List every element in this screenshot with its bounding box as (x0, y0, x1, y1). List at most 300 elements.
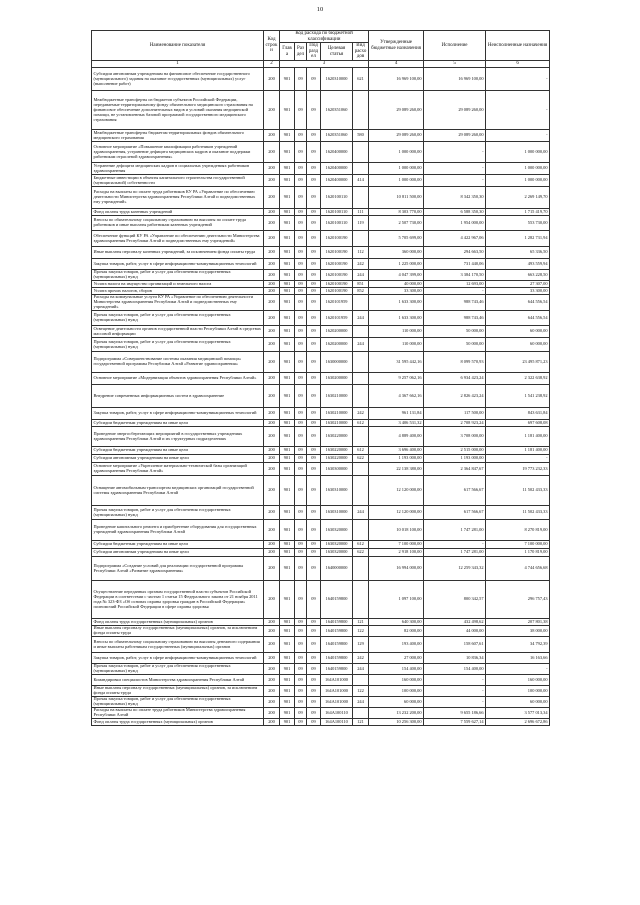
row-unexecuted: 1 181 400,00 (486, 447, 550, 455)
row-razdel: 09 (295, 352, 307, 373)
row-glava: 901 (280, 231, 295, 247)
row-name: Субсидии автономным учреждениям на финансовое обеспечение государственного (муниципального) задания на оказание государственных (муниципальных) услуг (выполнение работ) (92, 68, 264, 91)
row-podrazdel: 09 (307, 719, 321, 726)
row-razdel: 09 (295, 719, 307, 726)
table-row (92, 130, 550, 142)
row-target: 1630000000 (321, 352, 353, 373)
row-podrazdel: 09 (307, 175, 321, 187)
table-row (92, 420, 550, 427)
row-target: 1620351060 (321, 130, 353, 142)
row-name: Иные выплаты персоналу государственных (муниципальных) органов, за исключением фонда оплаты труда (92, 626, 264, 637)
row-target: 1630300000 (321, 463, 353, 476)
table-row (92, 216, 550, 231)
row-kind: 244 (353, 338, 369, 352)
table-row (92, 231, 550, 247)
row-podrazdel: 09 (307, 420, 321, 427)
row-unexecuted: 60 000,00 (486, 326, 550, 338)
row-name: Уплата прочих налогов, сборов (92, 288, 264, 295)
row-approved: 4 047 399,00 (369, 270, 424, 281)
table-row (92, 520, 550, 541)
row-unexecuted: 644 556,54 (486, 311, 550, 326)
table-row (92, 385, 550, 408)
row-razdel: 09 (295, 653, 307, 664)
row-name: Иные выплаты персоналу государственных (муниципальных) органов, за исключением фонда оплаты труда (92, 686, 264, 697)
row-executed: 8 099 570,93 (424, 352, 486, 373)
row-target: 1640159800 (321, 637, 353, 653)
row-kind: 121 (353, 719, 369, 726)
row-podrazdel: 09 (307, 216, 321, 231)
row-razdel: 09 (295, 338, 307, 352)
row-glava: 901 (280, 581, 295, 619)
row-glava: 901 (280, 142, 295, 163)
row-kind (353, 520, 369, 541)
row-kind (353, 187, 369, 209)
row-razdel: 09 (295, 209, 307, 216)
row-code: 200 (264, 719, 280, 726)
row-approved: 1 000 000,00 (369, 163, 424, 175)
row-unexecuted: 2 696 672,86 (486, 719, 550, 726)
row-unexecuted: 4 744 656,68 (486, 557, 550, 581)
row-code: 200 (264, 408, 280, 420)
row-razdel: 09 (295, 175, 307, 187)
row-target: 164А100110 (321, 708, 353, 719)
row-podrazdel: 09 (307, 326, 321, 338)
row-target: 1630310000 (321, 506, 353, 520)
row-approved: 961 131,84 (369, 408, 424, 420)
row-target: 1630320000 (321, 520, 353, 541)
row-razdel: 09 (295, 476, 307, 506)
row-code: 200 (264, 247, 280, 259)
row-executed: 2 364 847,67 (424, 463, 486, 476)
row-unexecuted: - (486, 91, 550, 130)
row-unexecuted: 697 608,08 (486, 420, 550, 427)
row-kind (353, 326, 369, 338)
row-podrazdel: 09 (307, 281, 321, 288)
row-target: 1620100190 (321, 270, 353, 281)
row-razdel: 09 (295, 455, 307, 463)
row-kind (353, 557, 369, 581)
row-name: Основное мероприятие «Укрепление материально-технической базы организаций здравоохранения Республики Алтай» (92, 463, 264, 476)
row-executed: 154 400,00 (424, 664, 486, 675)
row-kind (353, 163, 369, 175)
table-row (92, 295, 550, 311)
row-razdel: 09 (295, 637, 307, 653)
row-glava: 901 (280, 247, 295, 259)
row-approved: 4 367 662,16 (369, 385, 424, 408)
row-podrazdel: 09 (307, 288, 321, 295)
row-executed: 12 259 343,32 (424, 557, 486, 581)
row-code: 200 (264, 130, 280, 142)
row-kind: 244 (353, 664, 369, 675)
row-unexecuted: 23 495 871,23 (486, 352, 550, 373)
row-approved: 100 000,00 (369, 686, 424, 697)
row-kind (353, 708, 369, 719)
row-target: 1620200000 (321, 338, 353, 352)
row-glava: 901 (280, 373, 295, 385)
row-name: Прочая закупка товаров, работ и услуг для обеспечения государственных (муниципальных) нужд (92, 311, 264, 326)
row-razdel: 09 (295, 270, 307, 281)
row-unexecuted: 16 163,66 (486, 653, 550, 664)
row-approved: 160 000,00 (369, 675, 424, 686)
row-razdel: 09 (295, 385, 307, 408)
row-razdel: 09 (295, 447, 307, 455)
row-glava: 901 (280, 209, 295, 216)
row-kind: 612 (353, 447, 369, 455)
row-glava: 901 (280, 288, 295, 295)
row-target: 1630310000 (321, 476, 353, 506)
row-target: 1630210000 (321, 408, 353, 420)
row-razdel: 09 (295, 506, 307, 520)
row-executed: 617 566,67 (424, 506, 486, 520)
row-kind: 129 (353, 637, 369, 653)
row-code: 200 (264, 142, 280, 163)
row-razdel: 09 (295, 463, 307, 476)
row-glava: 901 (280, 447, 295, 455)
row-target: 1630220000 (321, 455, 353, 463)
row-name: Расходы на выплаты по оплате труда работников КУ РА «Управление по обеспечению деятельности Министерства здравоохранения Республики Алтай и подведомственных ему учреждений» (92, 187, 264, 209)
row-podrazdel: 09 (307, 247, 321, 259)
row-executed: 12 693,00 (424, 281, 486, 288)
row-kind (353, 231, 369, 247)
row-approved: 10 811 500,00 (369, 187, 424, 209)
table-row (92, 581, 550, 619)
row-razdel: 09 (295, 427, 307, 447)
row-approved: 110 000,00 (369, 326, 424, 338)
row-code: 200 (264, 385, 280, 408)
row-approved: 22 138 380,00 (369, 463, 424, 476)
row-target: 1620351060 (321, 91, 353, 130)
row-unexecuted: 644 556,54 (486, 295, 550, 311)
header-name: Наименование показателя (92, 31, 264, 61)
row-unexecuted: 3 577 013,34 (486, 708, 550, 719)
row-executed: 3 708 000,00 (424, 427, 486, 447)
row-podrazdel: 09 (307, 686, 321, 697)
row-unexecuted: 19 773 232,33 (486, 463, 550, 476)
column-numbers-row (92, 61, 550, 68)
row-unexecuted: - (486, 130, 550, 142)
header-podrazdel: Подраздел (307, 43, 321, 61)
row-code: 200 (264, 68, 280, 91)
row-kind: 414 (353, 175, 369, 187)
row-kind: 119 (353, 216, 369, 231)
row-unexecuted: 34 792,39 (486, 637, 550, 653)
row-approved: 29 089 260,00 (369, 130, 424, 142)
row-razdel: 09 (295, 326, 307, 338)
row-podrazdel: 09 (307, 653, 321, 664)
row-unexecuted: 2 269 149,70 (486, 187, 550, 209)
row-glava: 901 (280, 619, 295, 626)
row-name: Субсидии автономным учреждениям на иные цели (92, 549, 264, 557)
row-executed: 988 743,46 (424, 295, 486, 311)
row-code: 200 (264, 295, 280, 311)
row-glava: 901 (280, 626, 295, 637)
row-code: 200 (264, 209, 280, 216)
row-code: 200 (264, 288, 280, 295)
row-podrazdel: 09 (307, 373, 321, 385)
row-approved: 3 696 400,00 (369, 447, 424, 455)
row-razdel: 09 (295, 408, 307, 420)
row-glava: 901 (280, 281, 295, 288)
table-row (92, 549, 550, 557)
row-name: Обеспечение функций КУ РА «Управление по обеспечению деятельности Министерства здравоохранения Республики Алтай и подведомственных ему учреждений» (92, 231, 264, 247)
row-podrazdel: 09 (307, 506, 321, 520)
row-unexecuted: 38 000,00 (486, 626, 550, 637)
row-razdel: 09 (295, 288, 307, 295)
row-code: 200 (264, 581, 280, 619)
row-executed: 44 000,00 (424, 626, 486, 637)
row-code: 200 (264, 557, 280, 581)
row-glava: 901 (280, 311, 295, 326)
row-executed: - (424, 288, 486, 295)
row-approved: 10 018 100,00 (369, 520, 424, 541)
row-executed: 3 384 170,50 (424, 270, 486, 281)
row-name: Уплата налога на имущество организаций и земельного налога (92, 281, 264, 288)
row-code: 200 (264, 175, 280, 187)
row-razdel: 09 (295, 373, 307, 385)
row-podrazdel: 09 (307, 91, 321, 130)
header-kind: Вид расходов (353, 43, 369, 61)
row-podrazdel: 09 (307, 231, 321, 247)
row-code: 200 (264, 231, 280, 247)
row-glava: 901 (280, 637, 295, 653)
row-unexecuted: 100 000,00 (486, 686, 550, 697)
row-approved: 10 256 300,00 (369, 719, 424, 726)
row-target: 1620101959 (321, 295, 353, 311)
row-executed: 432 498,62 (424, 619, 486, 626)
row-razdel: 09 (295, 311, 307, 326)
row-executed: 6 934 423,24 (424, 373, 486, 385)
row-target: 1630220000 (321, 427, 353, 447)
table-row (92, 163, 550, 175)
row-name: Основное мероприятие «Повышение квалификации работников учреждений здравоохранения, устранение дефицита медицинских кадров и оказание поддержки работникам отраслевой здравоохранения» (92, 142, 264, 163)
row-code: 200 (264, 338, 280, 352)
row-target: 1640000000 (321, 557, 353, 581)
row-code: 200 (264, 281, 280, 288)
row-name: Осуществление переданных органам государственной власти субъектов Российской Федерации в соответствии с частью 1 статьи 15 Федерального закона от 21 ноября 2011 года № 323-ФЗ «Об основах охраны здоровья граждан в Российской Федерации» полномочий Российской Федерации в сфере охраны здоровья (92, 581, 264, 619)
row-name: Подпрограмма «Совершенствование системы оказания медицинской помощи» государственной программы Республики Алтай «Развитие здравоохранения» (92, 352, 264, 373)
row-approved: 12 120 000,00 (369, 506, 424, 520)
row-glava: 901 (280, 549, 295, 557)
row-name: Закупка товаров, работ, услуг в сфере информационно-коммуникационных технологий (92, 653, 264, 664)
row-target: 164А101000 (321, 675, 353, 686)
row-executed: 2 515 000,00 (424, 447, 486, 455)
row-target: 1630220000 (321, 447, 353, 455)
col-num: 5 (424, 61, 486, 68)
row-razdel: 09 (295, 697, 307, 708)
row-executed: 294 663,50 (424, 247, 486, 259)
row-unexecuted: 7 100 000,00 (486, 541, 550, 549)
row-unexecuted: 1 000 000,00 (486, 175, 550, 187)
row-unexecuted: 1 282 731,94 (486, 231, 550, 247)
row-podrazdel: 09 (307, 708, 321, 719)
row-executed: 1 747 281,00 (424, 549, 486, 557)
table-row (92, 675, 550, 686)
row-code: 200 (264, 326, 280, 338)
row-podrazdel: 09 (307, 626, 321, 637)
row-glava: 901 (280, 385, 295, 408)
row-executed: - (424, 541, 486, 549)
table-row (92, 619, 550, 626)
row-glava: 901 (280, 664, 295, 675)
row-executed: 158 607,61 (424, 637, 486, 653)
row-executed: 8 342 350,30 (424, 187, 486, 209)
row-code: 200 (264, 619, 280, 626)
row-executed: 1 747 281,00 (424, 520, 486, 541)
row-razdel: 09 (295, 619, 307, 626)
row-approved: 1 633 300,00 (369, 311, 424, 326)
row-razdel: 09 (295, 281, 307, 288)
row-unexecuted: 65 336,50 (486, 247, 550, 259)
row-approved: 13 232 200,00 (369, 708, 424, 719)
row-unexecuted: 2 322 638,92 (486, 373, 550, 385)
row-podrazdel: 09 (307, 447, 321, 455)
row-approved: 2 507 730,00 (369, 216, 424, 231)
row-name: Командировки специалистов Министерства здравоохранения Республики Алтай (92, 675, 264, 686)
row-name: Взносы по обязательному социальному страхованию на выплаты по оплате труда работников и иные выплаты работникам казенных учреждений (92, 216, 264, 231)
row-executed: 617 566,67 (424, 476, 486, 506)
row-code: 200 (264, 708, 280, 719)
row-code: 200 (264, 653, 280, 664)
row-unexecuted: 207 801,38 (486, 619, 550, 626)
row-name: Иные выплаты персоналу казенных учреждений, за исключением фонда оплаты труда (92, 247, 264, 259)
row-glava: 901 (280, 653, 295, 664)
row-name: Расходы на коммунальные услуги КУ РА «Управление по обеспечению деятельности Министерства здравоохранения Республики Алтай и подведомственных ему учреждений» (92, 295, 264, 311)
row-code: 200 (264, 549, 280, 557)
row-unexecuted: - (486, 455, 550, 463)
row-name: Прочая закупка товаров, работ и услуг для обеспечения государственных (муниципальных) нужд (92, 697, 264, 708)
row-kind: 622 (353, 455, 369, 463)
row-unexecuted: 553 730,00 (486, 216, 550, 231)
row-target: 1620101959 (321, 311, 353, 326)
row-razdel: 09 (295, 549, 307, 557)
row-approved: 16 969 100,00 (369, 68, 424, 91)
row-approved: 1 193 000,00 (369, 455, 424, 463)
row-kind: 242 (353, 653, 369, 664)
row-podrazdel: 09 (307, 675, 321, 686)
row-name: Оснащение автомобильным транспортом медицинских организаций государственной системы здравоохранения Республики Алтай (92, 476, 264, 506)
row-kind: 242 (353, 259, 369, 270)
row-unexecuted: 8 270 819,00 (486, 520, 550, 541)
row-podrazdel: 09 (307, 455, 321, 463)
row-kind (353, 373, 369, 385)
row-target: 1640159800 (321, 664, 353, 675)
row-razdel: 09 (295, 420, 307, 427)
row-target: 1620100110 (321, 209, 353, 216)
row-target: 1630320000 (321, 541, 353, 549)
row-kind: 122 (353, 626, 369, 637)
row-glava: 901 (280, 686, 295, 697)
row-target: 1620100190 (321, 281, 353, 288)
row-glava: 901 (280, 557, 295, 581)
row-approved: 1 000 000,00 (369, 142, 424, 163)
row-code: 200 (264, 697, 280, 708)
row-razdel: 09 (295, 295, 307, 311)
row-code: 200 (264, 626, 280, 637)
row-target: 1620100110 (321, 216, 353, 231)
row-name: Внедрение современных информационных систем в здравоохранение (92, 385, 264, 408)
row-podrazdel: 09 (307, 270, 321, 281)
row-target: 1630200000 (321, 373, 353, 385)
row-name: Субсидии бюджетным учреждениям на иные цели (92, 420, 264, 427)
table-row (92, 653, 550, 664)
row-glava: 901 (280, 675, 295, 686)
row-glava: 901 (280, 270, 295, 281)
row-name: Бюджетные инвестиции в объекты капитального строительства государственной (муниципальной) собственности (92, 175, 264, 187)
row-code: 200 (264, 216, 280, 231)
table-row (92, 281, 550, 288)
row-code: 200 (264, 447, 280, 455)
row-name: Прочая закупка товаров, работ и услуг для обеспечения государственных (муниципальных) нужд (92, 270, 264, 281)
row-name: Межбюджетные трансферты из бюджетов субъектов Российской Федерации, передаваемые территориальному фонду обязательного медицинского страхования на финансовое обеспечение дополнительных видов и условий оказания медицинской помощи, не установленных базовой программой государственного медицинского страхования (92, 91, 264, 130)
row-executed: - (424, 697, 486, 708)
row-name: Фонд оплаты труда казенных учреждений (92, 209, 264, 216)
row-name: Фонд оплаты труда государственных (муниципальных) органов (92, 619, 264, 626)
row-name: Субсидии бюджетным учреждениям на иные цели (92, 541, 264, 549)
row-kind (353, 295, 369, 311)
row-name: Прочая закупка товаров, работ и услуг для обеспечения государственных (муниципальных) нужд (92, 338, 264, 352)
row-target: 1630320000 (321, 549, 353, 557)
row-podrazdel: 09 (307, 476, 321, 506)
row-executed: - (424, 675, 486, 686)
col-num: 1 (92, 61, 264, 68)
row-code: 200 (264, 270, 280, 281)
row-unexecuted: 493 559,94 (486, 259, 550, 270)
row-name: Освещение деятельности органов государственной власти Республики Алтай в средствах массовой информации (92, 326, 264, 338)
table-row (92, 697, 550, 708)
row-executed: 988 743,46 (424, 311, 486, 326)
row-code: 200 (264, 163, 280, 175)
row-target: 164А100110 (321, 719, 353, 726)
row-podrazdel: 09 (307, 295, 321, 311)
row-approved: 8 303 770,00 (369, 209, 424, 216)
row-executed: - (424, 175, 486, 187)
row-glava: 901 (280, 463, 295, 476)
header-approved: Утвержденные бюджетные назначения (369, 31, 424, 61)
row-approved: 2 918 100,00 (369, 549, 424, 557)
row-unexecuted: 60 000,00 (486, 338, 550, 352)
row-glava: 901 (280, 216, 295, 231)
row-glava: 901 (280, 455, 295, 463)
row-kind: 244 (353, 697, 369, 708)
table-row (92, 175, 550, 187)
table-row (92, 352, 550, 373)
row-unexecuted: 11 502 433,33 (486, 506, 550, 520)
row-kind (353, 427, 369, 447)
row-glava: 901 (280, 427, 295, 447)
table-row (92, 91, 550, 130)
row-unexecuted: 60 000,00 (486, 697, 550, 708)
table-row (92, 142, 550, 163)
row-name: Фонд оплаты труда государственных (муниципальных) органов (92, 719, 264, 726)
table-row (92, 637, 550, 653)
table-row (92, 373, 550, 385)
row-razdel: 09 (295, 581, 307, 619)
row-executed: 731 440,06 (424, 259, 486, 270)
row-unexecuted: 1 181 400,00 (486, 427, 550, 447)
row-kind (353, 581, 369, 619)
header-glava: Глава (280, 43, 295, 61)
row-kind (353, 476, 369, 506)
row-code: 200 (264, 420, 280, 427)
row-razdel: 09 (295, 664, 307, 675)
row-code: 200 (264, 520, 280, 541)
row-code: 200 (264, 427, 280, 447)
row-approved: 9 257 062,16 (369, 373, 424, 385)
row-approved: 4 889 400,00 (369, 427, 424, 447)
row-target: 1620200000 (321, 326, 353, 338)
row-glava: 901 (280, 408, 295, 420)
row-glava: 901 (280, 697, 295, 708)
